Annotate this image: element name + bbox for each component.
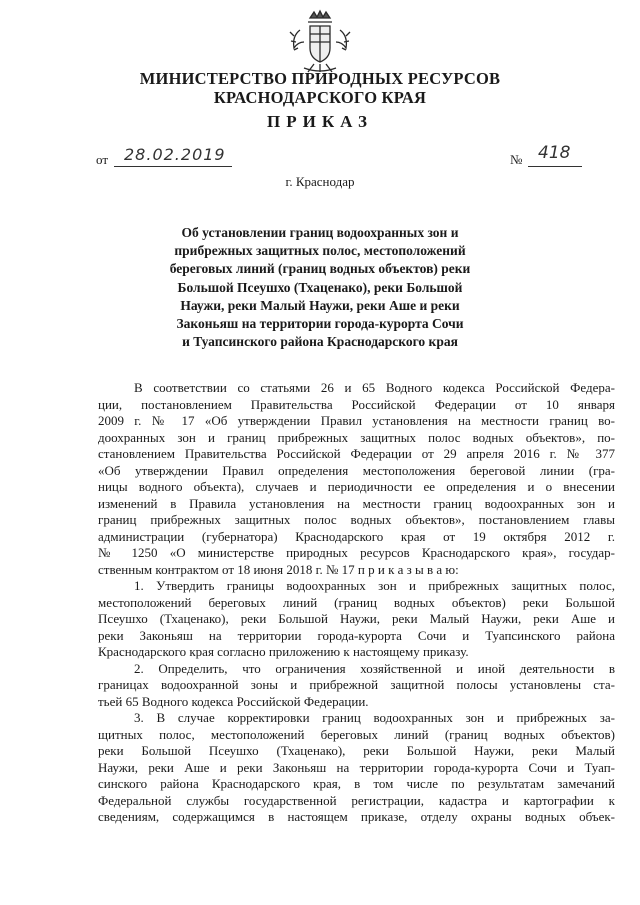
handwritten-number: 418 [538,143,571,163]
body-line: «Об утверждении Правил определения местоположения береговой линии (гра- [98,462,615,478]
body-line: администрации (губернатора) Краснодарского края от 19 октября 2012 г. [98,528,615,544]
coat-of-arms-emblem [288,8,352,74]
handwritten-date: 28.02.2019 [124,145,226,164]
body-line: В соответствии со статьями 26 и 65 Водного кодекса Российской Федера- [134,380,615,395]
city-line: г. Краснодар [285,174,355,189]
body-line: синского района Краснодарского края, в том числе по результатам замечаний [98,776,615,791]
body-line: становлением Правительства Российской Федерации от 29 апреля 2016 г. № 377 [98,446,615,461]
body-line: ственным контрактом от 18 июня 2018 г. № 17 п р и к а з ы в а ю: [98,561,459,577]
document-type: ПРИКАЗ [267,112,373,131]
body-line: Псеушхо (Тхаценако), реки Большой Наужи, реки Малый Наужи, реки Аше и [98,611,615,626]
body-line: ции, постановлением Правительства Российской Федерации от 10 января [98,396,615,412]
number-label: № [510,152,523,167]
title-line: Наужи, реки Малый Наужи, реки Аше и реки [180,297,460,313]
body-line: реки Законьяш на территории города-курорта Сочи и Туапсинского района [98,627,615,643]
number-underline [528,166,582,167]
body-line: № 1250 «О министерстве природных ресурсов Краснодарского края», государ- [98,545,615,560]
body-line: ницы водного объекта), случаев и периодичности ее определения и о внесении [98,479,615,494]
body-line: 2. Определить, что ограничения хозяйственной и иной деятельности в [134,660,615,676]
body-line: Наужи, реки Аше и реки Законьяш на территории города-курорта Сочи и Туап- [98,759,615,775]
title-line: прибрежных защитных полос, местоположений [174,243,466,259]
body-line: границах водоохранной зоны и прибрежной защитной полосы установлены ста- [98,677,615,692]
order-body [98,380,615,826]
title-line: и Туапсинского района Краснодарского края [182,334,458,350]
body-line: сведениям, содержащимся в настоящем приказе, отделу охраны водных объек- [98,809,615,824]
body-line: щитных полос, местоположений береговых линий (границ водных объектов) [98,726,615,742]
date-underline [114,166,232,167]
body-line: реки Большой Псеушхо (Тхаценако), реки Большой Наужи, реки Малый [98,743,615,758]
body-line: Краснодарского края согласно приложению к настоящему приказу. [98,644,469,659]
title-line: Об установлении границ водоохранных зон и [181,225,459,240]
ministry-name-line2: КРАСНОДАРСКОГО КРАЯ [213,88,427,107]
body-line: 3. В случае корректировки границ водоохранных зон и прибрежных за- [134,710,615,725]
title-line: Законьяш на территории города-курорта Сочи [176,316,464,332]
body-line: 1. Утвердить границы водоохранных зон и прибрежных защитных полос, [134,578,615,593]
ministry-name-line1: МИНИСТЕРСТВО ПРИРОДНЫХ РЕСУРСОВ [139,69,501,88]
body-line: доохранных зон и границ прибрежных защитных полос водных объектов», по- [98,429,615,445]
body-line: Федеральной службы государственной регистрации, кадастра и картографии к [98,792,615,808]
title-line: береговых линий (границ водных объектов) реки [169,261,471,277]
body-line: изменений в Правила установления на местности границ водоохранных зон и [98,495,615,511]
body-line: тьей 65 Водного кодекса Российской Федерации. [98,693,369,709]
order-title [150,224,490,351]
title-line: Большой Псеушхо (Тхаценако), реки Большой [177,279,463,295]
body-line: местоположений береговых линий (границ водных объектов) реки Большой [98,594,615,610]
date-label: от [96,152,109,167]
body-line: 2009 г. № 17 «Об утверждении Правил установления на местности границ во- [98,413,615,428]
body-line: границ прибрежных защитных полос водных объектов», постановлением главы [98,512,615,527]
